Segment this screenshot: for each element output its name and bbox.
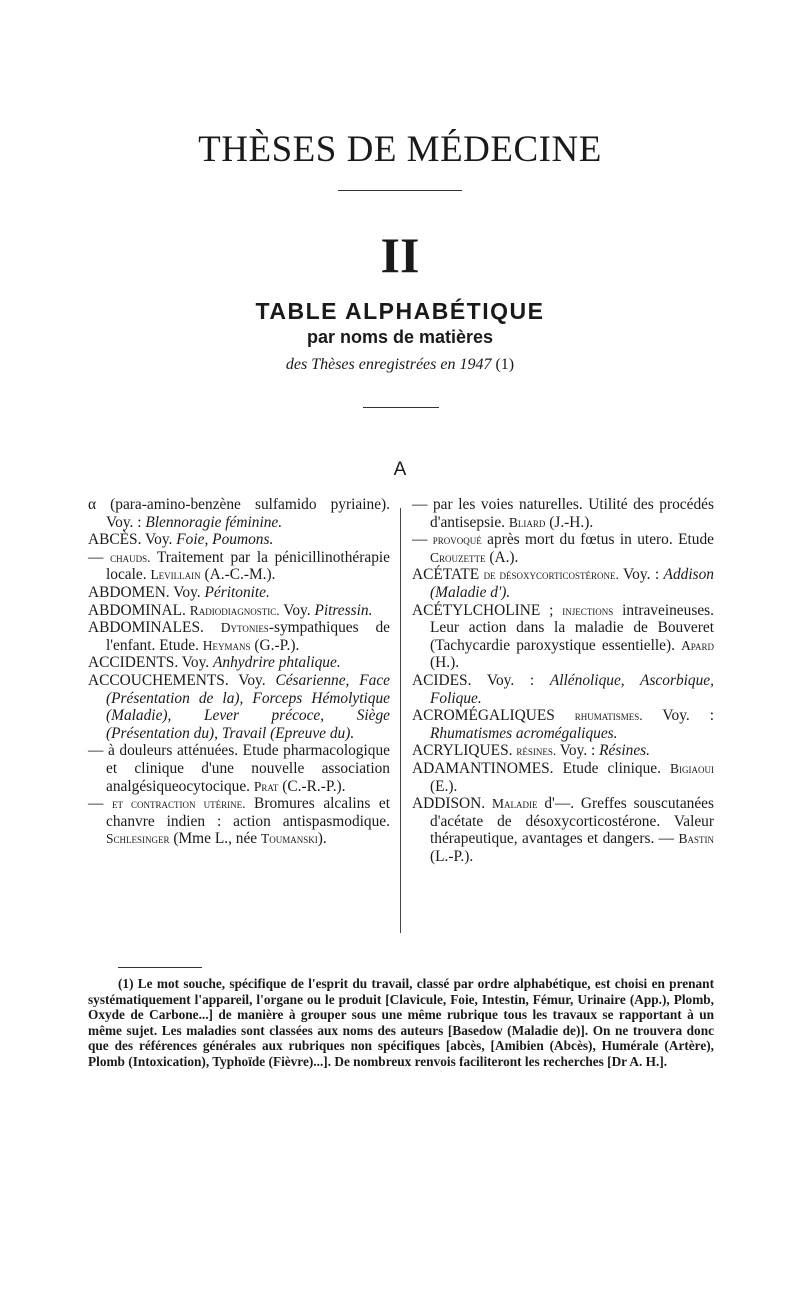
entry-headword: ACÉTATE [412,566,480,584]
table-description-text: des Thèses enregistrées en 1947 [285,356,492,373]
entry-smallcaps: chauds. [110,549,151,565]
entry-reference: Césarienne, Face (Présentation de la), Forceps Hémolytique (Maladie), Lever précoce, Siège (Présentation du), Travail (Epreuve du). [106,671,390,742]
entry-headword: ACROMÉGALIQUES [412,707,555,725]
title-divider [338,190,462,191]
entry-text [555,707,575,724]
entry-reference: Péritonite. [204,583,270,601]
entry-text: Voy. : [471,671,550,689]
column-divider [400,508,401,933]
index-entry [88,619,390,654]
entry-smallcaps: Radiodiagnostic. [189,602,280,618]
entry-smallcaps: Apard [681,637,714,653]
entry-headword: ACCOUCHEMENTS. [88,671,229,689]
index-entry [88,654,390,672]
footnote-ref: (1) [495,356,515,373]
entry-text: ). [317,830,327,848]
index-entry [88,496,390,531]
index-entry [412,760,714,795]
index-entry [88,584,390,602]
entry-text: Voy. [178,654,214,672]
entry-headword: ABDOMINAL. [88,601,186,619]
index-column-left [88,496,390,848]
entry-reference: Résines. [599,742,651,760]
index-entry [412,672,714,707]
entry-smallcaps: Bliard [508,514,546,530]
section-divider [363,407,439,408]
entry-text: (A.). [485,548,519,566]
entry-smallcaps: Schlesinger [106,831,170,847]
entry-headword: ACIDES. [412,671,472,689]
entry-smallcaps: Bigiaoui [670,760,714,776]
entry-headword: ADDISON. [412,795,486,813]
entry-text: après mort du fœtus in utero. Etude [481,531,714,549]
entry-text: Bromures alcalins et chanvre indien : action antispasmodique. [106,795,390,830]
entry-text: (para-amino-benzène sulfamido pyriaine). Voy. : [96,496,390,531]
entry-reference: Foie, Poumons. [176,531,274,549]
entry-text: — à douleurs atténuées. Etude pharmacologique et clinique d'une nouvelle association analgésiqueocytocique. [88,742,390,795]
index-entry [88,602,390,620]
index-entry [88,672,390,742]
index-entry [412,531,714,566]
entry-headword: ABCÈS. [88,531,142,549]
entry-text: (J.-H.). [545,513,594,531]
section-letter: A [393,459,407,480]
entry-text: (A.-C.-M.). [200,566,276,584]
entry-text: intraveineuses. Leur action dans la maladie de Bouveret (Tachycardie paroxystique essentielle). [430,601,714,654]
entry-smallcaps: Dytonies [220,620,269,636]
entry-text: (L.-P.). [430,847,474,865]
entry-text: (G.-P.). [250,636,300,654]
index-entry [88,795,390,848]
footnote-divider [118,967,202,968]
index-entry [88,531,390,549]
entry-text: (E.). [430,777,458,795]
index-entry [412,602,714,672]
entry-smallcaps: Toumanski [260,831,318,847]
entry-reference: Anhydrire phtalique. [213,654,341,672]
entry-smallcaps: et contraction utérine. [111,796,246,812]
entry-text: — [412,531,433,549]
entry-text: (H.). [430,654,460,672]
entry-smallcaps: injections [562,602,614,618]
entry-smallcaps: résines. [516,743,557,759]
entry-reference: Allénolique, Ascorbique, Folique. [430,671,714,707]
entry-smallcaps: provoqué [432,532,482,548]
entry-text: — [88,548,111,566]
entry-text: Voy. : [618,566,664,584]
entry-smallcaps: Heymans [202,637,251,653]
entry-reference: Blennoragie féminine. [145,513,283,531]
entry-text: d'—. Greffes souscutanées d'acétate de désoxycorticostérone. Valeur thérapeutique, avantages et dangers. — [430,795,714,848]
entry-headword: ABDOMINALES. [88,619,204,637]
table-description [0,356,800,374]
entry-text: (Mme L., née [169,830,261,848]
entry-text: ; [540,601,563,619]
entry-smallcaps: rhumatismes. [574,708,643,724]
entry-smallcaps: Bastin [678,831,714,847]
entry-text [485,795,492,812]
section-number: II [380,227,420,283]
entry-headword: ADAMANTINOMES. [412,759,554,777]
table-title: TABLE ALPHABÉTIQUE [255,298,545,324]
entry-headword: ACÉTYLCHOLINE [412,601,541,619]
entry-smallcaps: Maladie [491,796,538,812]
index-entry [88,549,390,584]
index-entry [412,707,714,742]
entry-text: (C.-R.-P.). [278,777,346,795]
entry-text [204,619,221,636]
entry-headword: ACRYLIQUES. [412,742,513,760]
entry-text: Voy. [279,601,315,619]
entry-reference: Addison (Maladie d'). [430,566,714,601]
entry-text: Voy. [141,531,177,549]
entry-smallcaps: Levillain [150,567,201,583]
entry-headword: α [88,496,97,513]
entry-text: Etude clinique. [553,759,670,777]
entry-reference: Pitressin. [314,601,373,619]
entry-smallcaps: de désoxycorticostérone. [483,567,619,583]
entry-headword: ABDOMEN. [88,583,170,601]
index-entry [412,742,714,760]
entry-reference: Rhumatismes acromégaliques. [430,724,618,742]
entry-text: Voy. : [556,742,600,760]
index-entry [412,795,714,865]
footnote: (1) Le mot souche, spécifique de l'esprit du travail, classé par ordre alphabétique, est choisi en prenant systématiquement l'appareil, l'organe ou le produit [Clavicule, Foie, Intestin, Fémur, Urinaire (App.), Plomb, Oxyde de Carbone...] de manière à grouper sous une même rubrique tous les travaux se rapportant à un même sujet. Les maladies sont classées aux noms des auteurs [Basedow (Maladie de)]. On ne trouvera donc que des références générales aux rubriques non spécifiques [abcès, [Amibien (Abcès), Humérale (Artère), Plomb (Intoxication), Typhoïde (Fièvre)...]. De nombreux renvois faciliteront les recherches [Dr A. H.]. [88,976,714,1069]
entry-text: Voy. [228,671,276,689]
entry-text: — [88,795,112,813]
index-column-right [412,496,714,865]
entry-text: Voy. : [642,707,714,725]
entry-text: — par les voies naturelles. Utilité des procédés d'antisepsie. [412,496,714,531]
entry-text: Voy. [169,583,205,601]
entry-text: Traitement par la pénicillinothérapie locale. [106,548,390,584]
entry-smallcaps: Prat [253,778,279,794]
index-entry [412,496,714,531]
index-entry [88,742,390,795]
table-subtitle: par noms de matières [306,327,494,347]
index-entry [412,566,714,601]
entry-text: -sympathiques de l'enfant. Etude. [106,619,390,654]
entry-smallcaps: Crouzette [430,549,486,565]
page-title: THÈSES DE MÉDECINE [198,129,602,170]
entry-headword: ACCIDENTS. [88,654,179,672]
